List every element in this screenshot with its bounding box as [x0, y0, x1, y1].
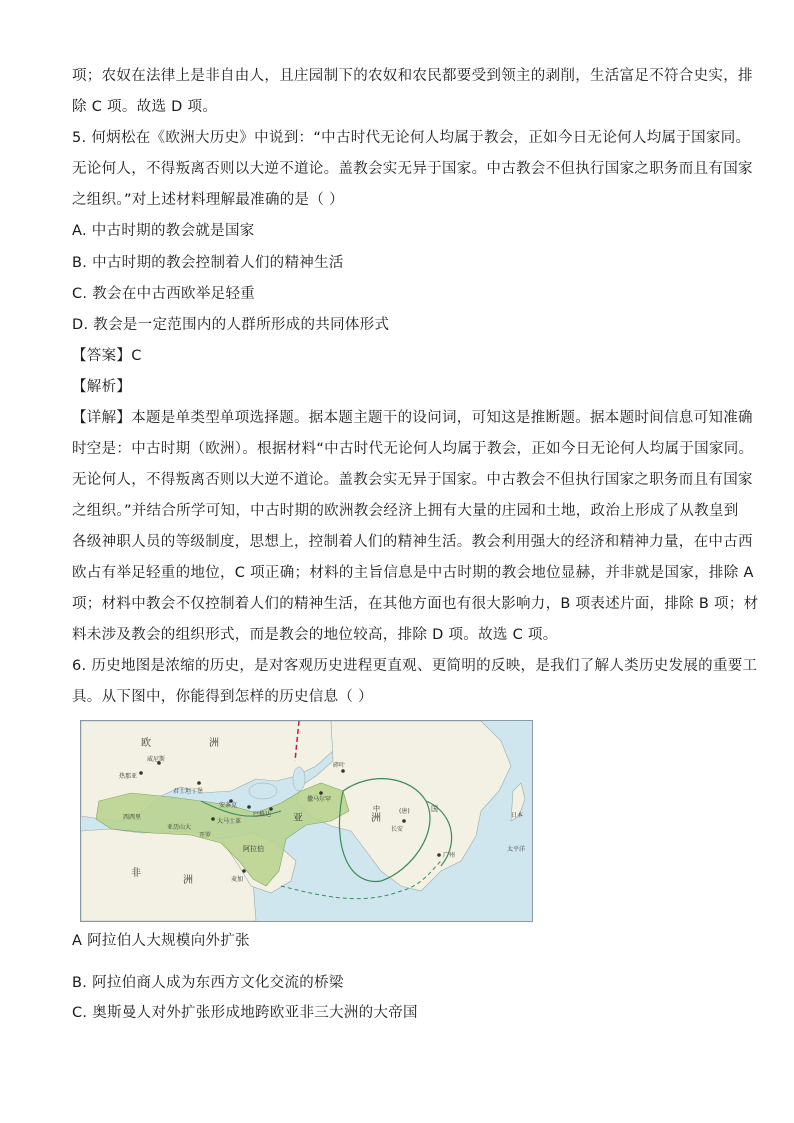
- city-dot: [139, 771, 143, 775]
- label-constantinople: 君士坦丁堡: [173, 788, 204, 795]
- explanation-line: 欧占有举足轻重的地位，C 项正确；材料的主旨信息是中古时期的教会地位显赫，并非就是国家，排除 A: [72, 565, 754, 581]
- explanation-line: 无论何人，不得叛离否则以大逆不道论。盖教会实无异于国家。中古教会不但执行国家之职务而且有国家: [72, 472, 753, 488]
- analysis-label: 【解析】: [72, 379, 132, 395]
- city-dot: [242, 869, 246, 873]
- label-samarkand: 撒马尔罕: [307, 796, 332, 803]
- label-genoa: 热那亚: [119, 773, 138, 780]
- label-arab: 阿拉伯: [243, 845, 264, 853]
- label-guangzhou: 广州: [443, 852, 456, 859]
- caspian-sea: [293, 767, 305, 791]
- option-6c: C. 奥斯曼人对外扩张形成地跨欧亚非三大洲的大帝国: [72, 1005, 418, 1021]
- label-asia2: 洲: [371, 813, 381, 824]
- label-changan: 长安: [391, 826, 404, 833]
- city-dot: [437, 853, 441, 857]
- text-line: 除 C 项。故选 D 项。: [72, 99, 218, 115]
- city-dot: [197, 781, 201, 785]
- option-6b: B. 阿拉伯商人成为东西方文化交流的桥梁: [72, 975, 344, 991]
- label-antioch: 安条克: [219, 802, 238, 809]
- question-5-stem: 5. 何炳松在《欧洲大历史》中说到：“中古时代无论何人均属于教会，正如今日无论何人均属于国家同。: [72, 130, 751, 146]
- explanation-line: 料未涉及教会的组织形式，而是教会的地位较高，排除 D 项。故选 C 项。: [72, 627, 558, 643]
- historical-map: [80, 720, 533, 922]
- label-africa: 非: [131, 868, 141, 879]
- black-sea: [249, 783, 277, 799]
- city-dot: [247, 805, 251, 809]
- label-asia: 亚: [293, 813, 303, 824]
- label-europe: 欧: [141, 738, 151, 749]
- label-africa2: 洲: [183, 875, 193, 886]
- option-d: D. 教会是一定范围内的人群所形成的共同体形式: [72, 317, 390, 333]
- explanation-line: 【详解】本题是单类型单项选择题。据本题主题干的设问词，可知这是推断题。据本题时间信息可知准确: [72, 410, 753, 426]
- explanation-line: 各级神职人员的等级制度，思想上，控制着人们的精神生活。教会利用强大的经济和精神力量，在中古西: [72, 534, 753, 550]
- explanation-line: 时空是：中古时期（欧洲）。根据材料“中古时代无论何人均属于教会，正如今日无论何人均属于国家同。: [72, 441, 754, 457]
- label-china2: 国: [431, 805, 438, 813]
- explanation-line: 项；材料中教会不仅控制着人们的精神生活，在其他方面也有很大影响力，B 项表述片面，排除 B 项；材: [72, 596, 759, 612]
- label-mecca: 麦加: [231, 876, 244, 883]
- label-suiye: 碎叶: [333, 762, 346, 769]
- label-baghdad: 巴格达: [253, 811, 272, 818]
- city-dot: [341, 769, 345, 773]
- label-venice: 威尼斯: [147, 756, 166, 763]
- text-line: 之组织。”对上述材料理解最准确的是（ ）: [72, 192, 344, 208]
- text-line: 无论何人，不得叛离否则以大逆不道论。盖教会实无异于国家。中古教会不但执行国家之职务而且有国家: [72, 161, 753, 177]
- city-dot: [319, 791, 323, 795]
- map-svg: [81, 721, 532, 921]
- text-line: 具。从下图中，你能得到怎样的历史信息（ ）: [72, 689, 373, 705]
- explanation-line: 之组织。”并结合所学可知，中古时期的欧洲教会经济上拥有大量的庄园和土地，政治上形成了从教皇到: [72, 503, 739, 519]
- label-cairo: 开罗: [199, 832, 212, 839]
- city-dot: [211, 817, 215, 821]
- label-japan: 日本: [511, 812, 524, 819]
- label-tang: (唐): [399, 808, 410, 815]
- option-b: B. 中古时期的教会控制着人们的精神生活: [72, 255, 344, 271]
- label-china1: 中: [373, 805, 380, 813]
- label-pacific: 太平洋: [507, 846, 526, 853]
- label-europe2: 洲: [209, 738, 219, 749]
- label-alexandria: 亚历山大: [167, 824, 192, 831]
- city-dot: [402, 819, 406, 823]
- text-line: 项；农奴在法律上是非自由人，且庄园制下的农奴和农民都要受到领主的剥削，生活富足不符合史实，排: [72, 68, 753, 84]
- label-sicily: 西西里: [123, 814, 142, 821]
- answer-label: 【答案】C: [72, 348, 142, 364]
- option-c: C. 教会在中古西欧举足轻重: [72, 286, 256, 302]
- option-a: A. 中古时期的教会就是国家: [72, 223, 255, 239]
- option-6a: A 阿拉伯人大规模向外扩张: [72, 933, 250, 949]
- label-damascus: 大马士革: [217, 818, 242, 825]
- question-6-stem: 6. 历史地图是浓缩的历史，是对客观历史进程更直观、更简明的反映，是我们了解人类历史发展的重要工: [72, 658, 758, 674]
